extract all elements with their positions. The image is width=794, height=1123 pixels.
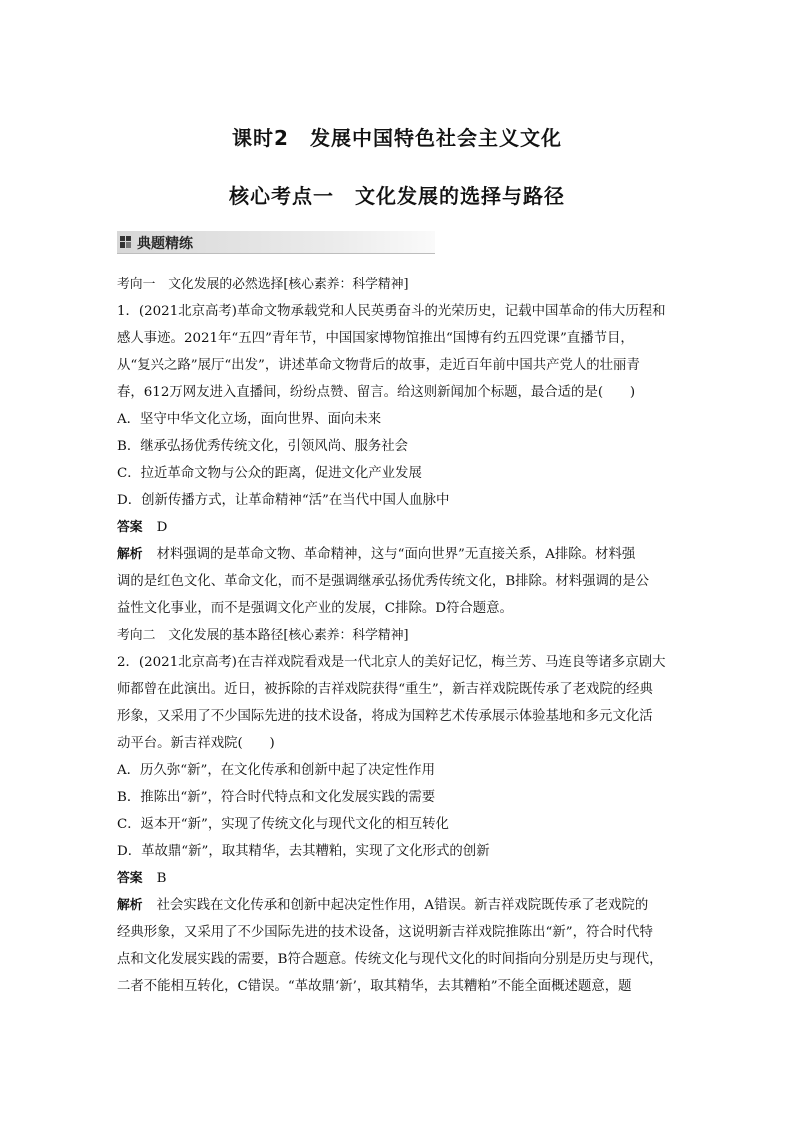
answer-row: [117, 865, 687, 892]
option-a: A．历久弥“新”，在文化传承和创新中起了决定性作用: [117, 763, 435, 778]
question-stem-line: 师都曾在此演出。近日，被拆除的吉祥戏院获得“重生”，新吉祥戏院既传承了老戏院的经典: [117, 682, 653, 697]
analysis-line: 调的是红色文化、革命文化，而不是强调继承弘扬优秀传统文化，B排除。材料强调的是公: [117, 574, 650, 589]
question-2: [117, 649, 687, 1000]
lesson-title: 课时2 发展中国特色社会主义文化: [232, 126, 562, 150]
answer-value: B: [156, 871, 167, 886]
document-body: [117, 271, 687, 1000]
section-bar: [117, 231, 435, 254]
question-stem-line: 2．(2021北京高考)在吉祥戏院看戏是一代北京人的美好记忆，梅兰芳、马连良等诸多京剧大: [117, 655, 666, 670]
analysis-line: 二者不能相互转化，C错误。“革故鼎‘新’，取其精华，去其糟粕”不能全面概述题意，题: [117, 979, 632, 994]
question-stem-line: 春，612万网友进入直播间，纷纷点赞、留言。给这则新闻加个标题，最合适的是( ): [117, 385, 636, 400]
option-d: D．革故鼎“新”，取其精华，去其糟粕，实现了文化形式的创新: [117, 844, 490, 859]
question-stem-line: 动平台。新吉祥戏院( ): [117, 736, 275, 751]
analysis-line: 社会实践在文化传承和创新中起决定性作用，A错误。新吉祥戏院既传承了老戏院的: [156, 898, 649, 913]
answer-value: D: [156, 520, 168, 535]
answer-row: [117, 514, 687, 541]
analysis-line: 材料强调的是革命文物、革命精神，这与“面向世界”无直接关系，A排除。材料强: [156, 547, 636, 562]
option-b: B．推陈出“新”，符合时代特点和文化发展实践的需要: [117, 790, 436, 805]
analysis-line: 点和文化发展实践的需要，B符合题意。传统文化与现代文化的时间指向分别是历史与现代，: [117, 952, 663, 967]
analysis-row: [117, 541, 687, 568]
question-stem-line: 感人事迹。2021年“五四”青年节，中国国家博物馆推出“国博有约五四党课”直播节目，: [117, 331, 634, 346]
question-1: [117, 298, 687, 622]
question-stem-line: 1．(2021北京高考)革命文物承载党和人民英勇奋斗的光荣历史，记载中国革命的伟大历程和: [117, 304, 666, 319]
question-stem-line: 从“复兴之路”展厅“出发”，讲述革命文物背后的故事，走近百年前中国共产党人的壮丽青: [117, 358, 640, 373]
exam-direction-2: 考向二 文化发展的基本路径[核心素养：科学精神]: [117, 628, 409, 643]
exam-direction-1: 考向一 文化发展的必然选择[核心素养：科学精神]: [117, 277, 409, 292]
answer-label: 答案: [117, 520, 143, 535]
option-c: C．拉近革命文物与公众的距离，促进文化产业发展: [117, 466, 422, 481]
section-square-icon: [120, 236, 131, 248]
answer-label: 答案: [117, 871, 143, 886]
option-d: D．创新传播方式，让革命精神“活”在当代中国人血脉中: [117, 493, 450, 508]
section-bar-label: 典题精练: [137, 236, 193, 252]
analysis-line: 益性文化事业，而不是强调文化产业的发展，C排除。D符合题意。: [117, 601, 513, 616]
analysis-row: [117, 892, 687, 919]
question-stem-line: 形象，又采用了不少国际先进的技术设备，将成为国粹艺术传承展示体验基地和多元文化活: [117, 709, 653, 724]
section-title: 核心考点一 文化发展的选择与路径: [229, 184, 565, 208]
option-b: B．继承弘扬优秀传统文化，引领风尚、服务社会: [117, 439, 409, 454]
option-a: A．坚守中华文化立场，面向世界、面向未来: [117, 412, 382, 427]
analysis-label: 解析: [117, 898, 143, 913]
analysis-line: 经典形象，又采用了不少国际先进的技术设备，这说明新吉祥戏院推陈出“新”，符合时代特: [117, 925, 653, 940]
option-c: C．返本开“新”，实现了传统文化与现代文化的相互转化: [117, 817, 449, 832]
analysis-label: 解析: [117, 547, 143, 562]
